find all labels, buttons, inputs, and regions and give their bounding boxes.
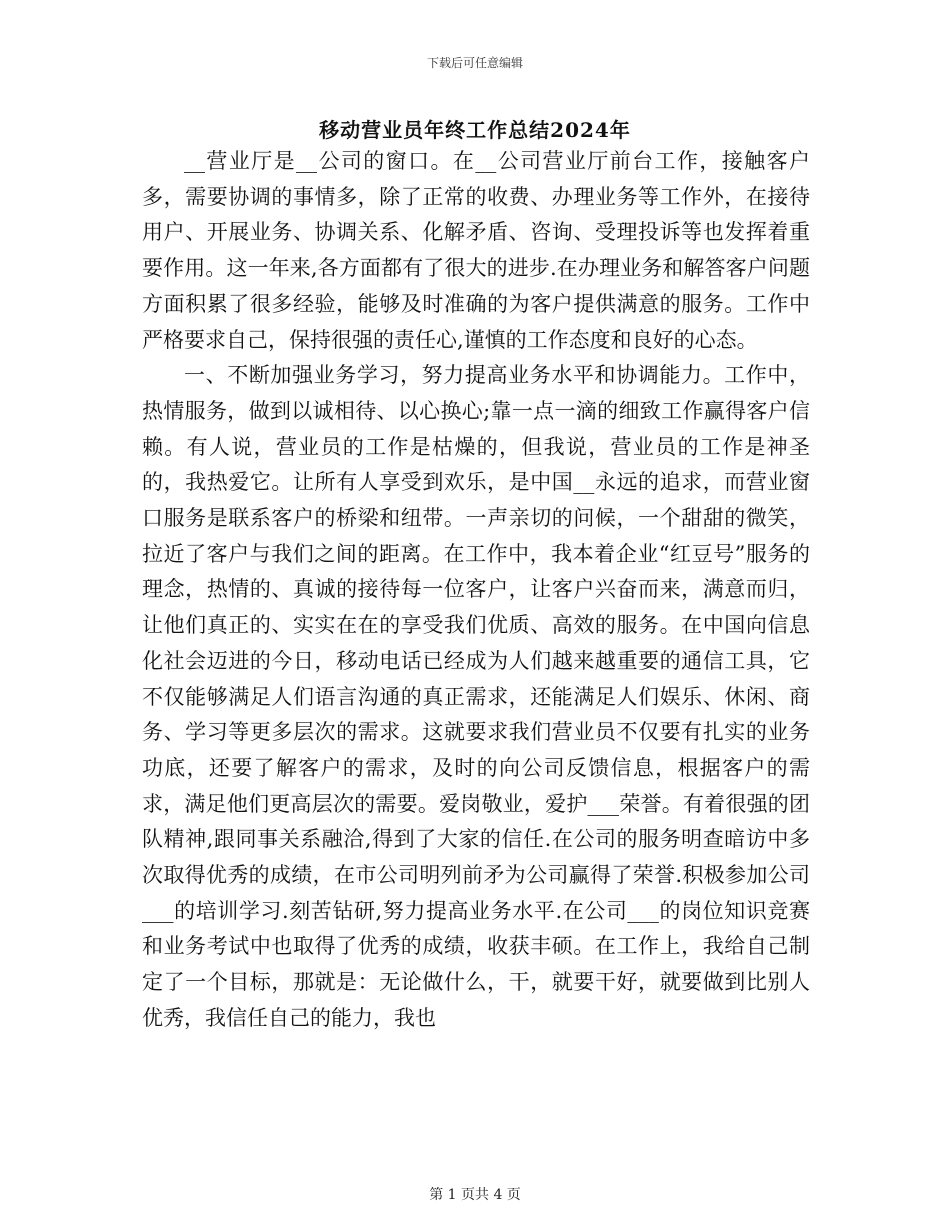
document-body [142, 144, 810, 1037]
document-title: 移动营业员年终工作总结2024年 [319, 118, 631, 142]
paragraph-section-one: 一、不断加强业务学习，努力提高业务水平和协调能力。工作中，热情服务，做到以诚相待、以心换心;靠一点一滴的细致工作赢得客户信赖。有人说，营业员的工作是枯燥的，但我说，营业员的工作是神圣的，我热爱它。让所有人享受到欢乐，是中国__永远的追求，而营业窗口服务是联系客户的桥梁和纽带。一声亲切的问候，一个甜甜的微笑，拉近了客户与我们之间的距离。在工作中，我本着企业“红豆号”服务的理念，热情的、真诚的接待每一位客户，让客户兴奋而来，满意而归，让他们真正的、实实在在的享受我们优质、高效的服务。在中国向信息化社会迈进的今日，移动电话已经成为人们越来越重要的通信工具，它不仅能够满足人们语言沟通的真正需求，还能满足人们娱乐、休闲、商务、学习等更多层次的需求。这就要求我们营业员不仅要有扎实的业务功底，还要了解客户的需求，及时的向公司反馈信息，根据客户的需求，满足他们更高层次的需要。爱岗敬业，爱护___荣誉。有着很强的团队精神,跟同事关系融洽,得到了大家的信任.在公司的服务明查暗访中多次取得优秀的成绩，在市公司明列前矛为公司赢得了荣誉.积极参加公司___的培训学习.刻苦钻研,努力提高业务水平.在公司___的岗位知识竞赛和业务考试中也取得了优秀的成绩，收获丰硕。在工作上，我给自己制定了一个目标，那就是：无论做什么，干，就要干好，就要做到比别人优秀，我信任自己的能力，我也 [142, 363, 810, 1030]
page-number: 第 1 页共 4 页 [429, 1187, 521, 1203]
header-note: 下载后可任意编辑 [426, 56, 523, 70]
paragraph-intro: __营业厅是__公司的窗口。在__公司营业厅前台工作，接触客户多，需要协调的事情多，除了正常的收费、办理业务等工作外，在接待用户、开展业务、协调关系、化解矛盾、咨询、受理投诉等也发挥着重要作用。这一年来,各方面都有了很大的进步.在办理业务和解答客户问题方面积累了很多经验，能够及时准确的为客户提供满意的服务。工作中严格要求自己，保持很强的责任心,谨慎的工作态度和良好的心态。 [142, 149, 810, 352]
